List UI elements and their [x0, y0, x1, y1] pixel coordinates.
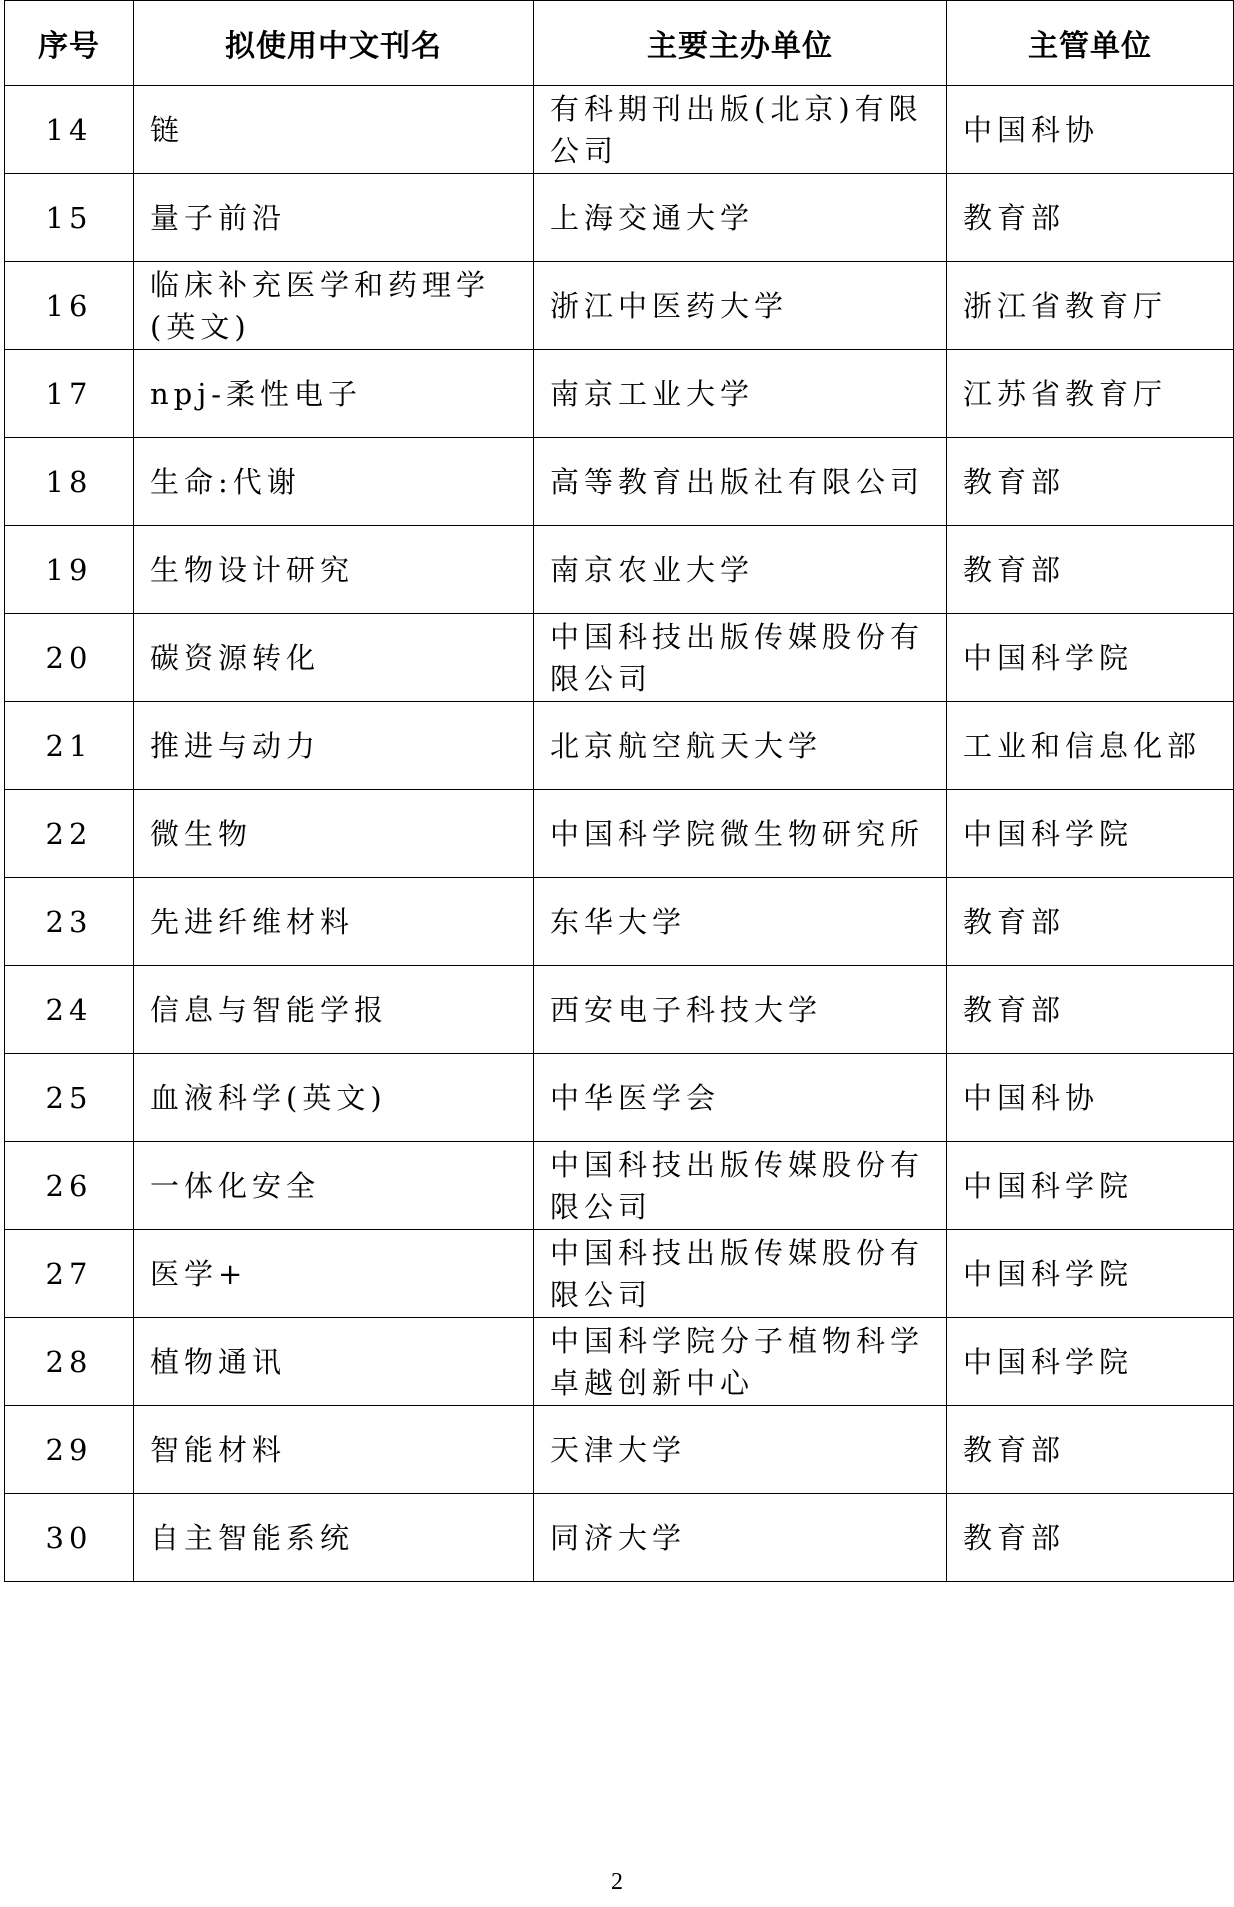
row-index: 23 [5, 878, 134, 966]
row-host-unit: 上海交通大学 [534, 174, 947, 262]
row-supervisor-unit: 中国科学院 [947, 1318, 1234, 1406]
row-supervisor-unit: 中国科学院 [947, 1142, 1234, 1230]
row-journal-name: 血液科学(英文) [134, 1054, 534, 1142]
row-journal-name: 自主智能系统 [134, 1494, 534, 1582]
table-row [5, 262, 1234, 350]
table-row [5, 1230, 1234, 1318]
row-host-unit: 有科期刊出版(北京)有限公司 [534, 86, 947, 174]
table-row [5, 1318, 1234, 1406]
row-journal-name: 临床补充医学和药理学(英文) [134, 262, 534, 350]
row-journal-name: 植物通讯 [134, 1318, 534, 1406]
table-row [5, 790, 1234, 878]
journal-list-table [4, 0, 1234, 1582]
row-host-unit: 西安电子科技大学 [534, 966, 947, 1054]
row-supervisor-unit: 浙江省教育厅 [947, 262, 1234, 350]
row-journal-name: 生物设计研究 [134, 526, 534, 614]
row-journal-name: 链 [134, 86, 534, 174]
row-host-unit: 中国科技出版传媒股份有限公司 [534, 1230, 947, 1318]
table-row [5, 966, 1234, 1054]
row-host-unit: 东华大学 [534, 878, 947, 966]
table-row [5, 174, 1234, 262]
row-journal-name: 医学+ [134, 1230, 534, 1318]
table-row [5, 1494, 1234, 1582]
row-host-unit: 南京农业大学 [534, 526, 947, 614]
row-host-unit: 同济大学 [534, 1494, 947, 1582]
row-index: 22 [5, 790, 134, 878]
row-host-unit: 中国科学院分子植物科学卓越创新中心 [534, 1318, 947, 1406]
row-index: 26 [5, 1142, 134, 1230]
table-header-row [5, 1, 1234, 86]
header-supervisor-unit: 主管单位 [947, 1, 1234, 86]
row-supervisor-unit: 工业和信息化部 [947, 702, 1234, 790]
table-row [5, 1054, 1234, 1142]
row-journal-name: npj-柔性电子 [134, 350, 534, 438]
row-journal-name: 碳资源转化 [134, 614, 534, 702]
header-host-unit: 主要主办单位 [534, 1, 947, 86]
row-index: 27 [5, 1230, 134, 1318]
row-index: 15 [5, 174, 134, 262]
row-supervisor-unit: 教育部 [947, 1494, 1234, 1582]
page-number: 2 [611, 1869, 623, 1895]
row-journal-name: 推进与动力 [134, 702, 534, 790]
row-supervisor-unit: 中国科学院 [947, 614, 1234, 702]
table-row [5, 350, 1234, 438]
row-supervisor-unit: 教育部 [947, 1406, 1234, 1494]
row-index: 25 [5, 1054, 134, 1142]
row-supervisor-unit: 江苏省教育厅 [947, 350, 1234, 438]
row-journal-name: 先进纤维材料 [134, 878, 534, 966]
row-host-unit: 北京航空航天大学 [534, 702, 947, 790]
table-row [5, 86, 1234, 174]
row-host-unit: 中国科技出版传媒股份有限公司 [534, 1142, 947, 1230]
table-row [5, 878, 1234, 966]
row-index: 14 [5, 86, 134, 174]
row-index: 28 [5, 1318, 134, 1406]
row-supervisor-unit: 中国科协 [947, 1054, 1234, 1142]
row-supervisor-unit: 中国科学院 [947, 790, 1234, 878]
row-index: 30 [5, 1494, 134, 1582]
table-row [5, 702, 1234, 790]
row-journal-name: 量子前沿 [134, 174, 534, 262]
row-index: 17 [5, 350, 134, 438]
row-journal-name: 信息与智能学报 [134, 966, 534, 1054]
header-index: 序号 [5, 1, 134, 86]
row-host-unit: 南京工业大学 [534, 350, 947, 438]
row-index: 29 [5, 1406, 134, 1494]
row-journal-name: 生命:代谢 [134, 438, 534, 526]
row-supervisor-unit: 中国科学院 [947, 1230, 1234, 1318]
row-host-unit: 天津大学 [534, 1406, 947, 1494]
row-journal-name: 一体化安全 [134, 1142, 534, 1230]
row-index: 21 [5, 702, 134, 790]
row-index: 20 [5, 614, 134, 702]
table-row [5, 614, 1234, 702]
row-supervisor-unit: 教育部 [947, 438, 1234, 526]
row-supervisor-unit: 中国科协 [947, 86, 1234, 174]
row-host-unit: 浙江中医药大学 [534, 262, 947, 350]
row-supervisor-unit: 教育部 [947, 878, 1234, 966]
row-index: 18 [5, 438, 134, 526]
row-host-unit: 中国科技出版传媒股份有限公司 [534, 614, 947, 702]
row-supervisor-unit: 教育部 [947, 966, 1234, 1054]
table-body [5, 86, 1234, 1582]
table-row [5, 438, 1234, 526]
row-supervisor-unit: 教育部 [947, 174, 1234, 262]
table-row [5, 1406, 1234, 1494]
row-journal-name: 微生物 [134, 790, 534, 878]
table-row [5, 1142, 1234, 1230]
row-index: 24 [5, 966, 134, 1054]
table-row [5, 526, 1234, 614]
row-host-unit: 高等教育出版社有限公司 [534, 438, 947, 526]
row-host-unit: 中华医学会 [534, 1054, 947, 1142]
row-supervisor-unit: 教育部 [947, 526, 1234, 614]
row-index: 16 [5, 262, 134, 350]
row-index: 19 [5, 526, 134, 614]
row-journal-name: 智能材料 [134, 1406, 534, 1494]
header-journal-name: 拟使用中文刊名 [134, 1, 534, 86]
row-host-unit: 中国科学院微生物研究所 [534, 790, 947, 878]
